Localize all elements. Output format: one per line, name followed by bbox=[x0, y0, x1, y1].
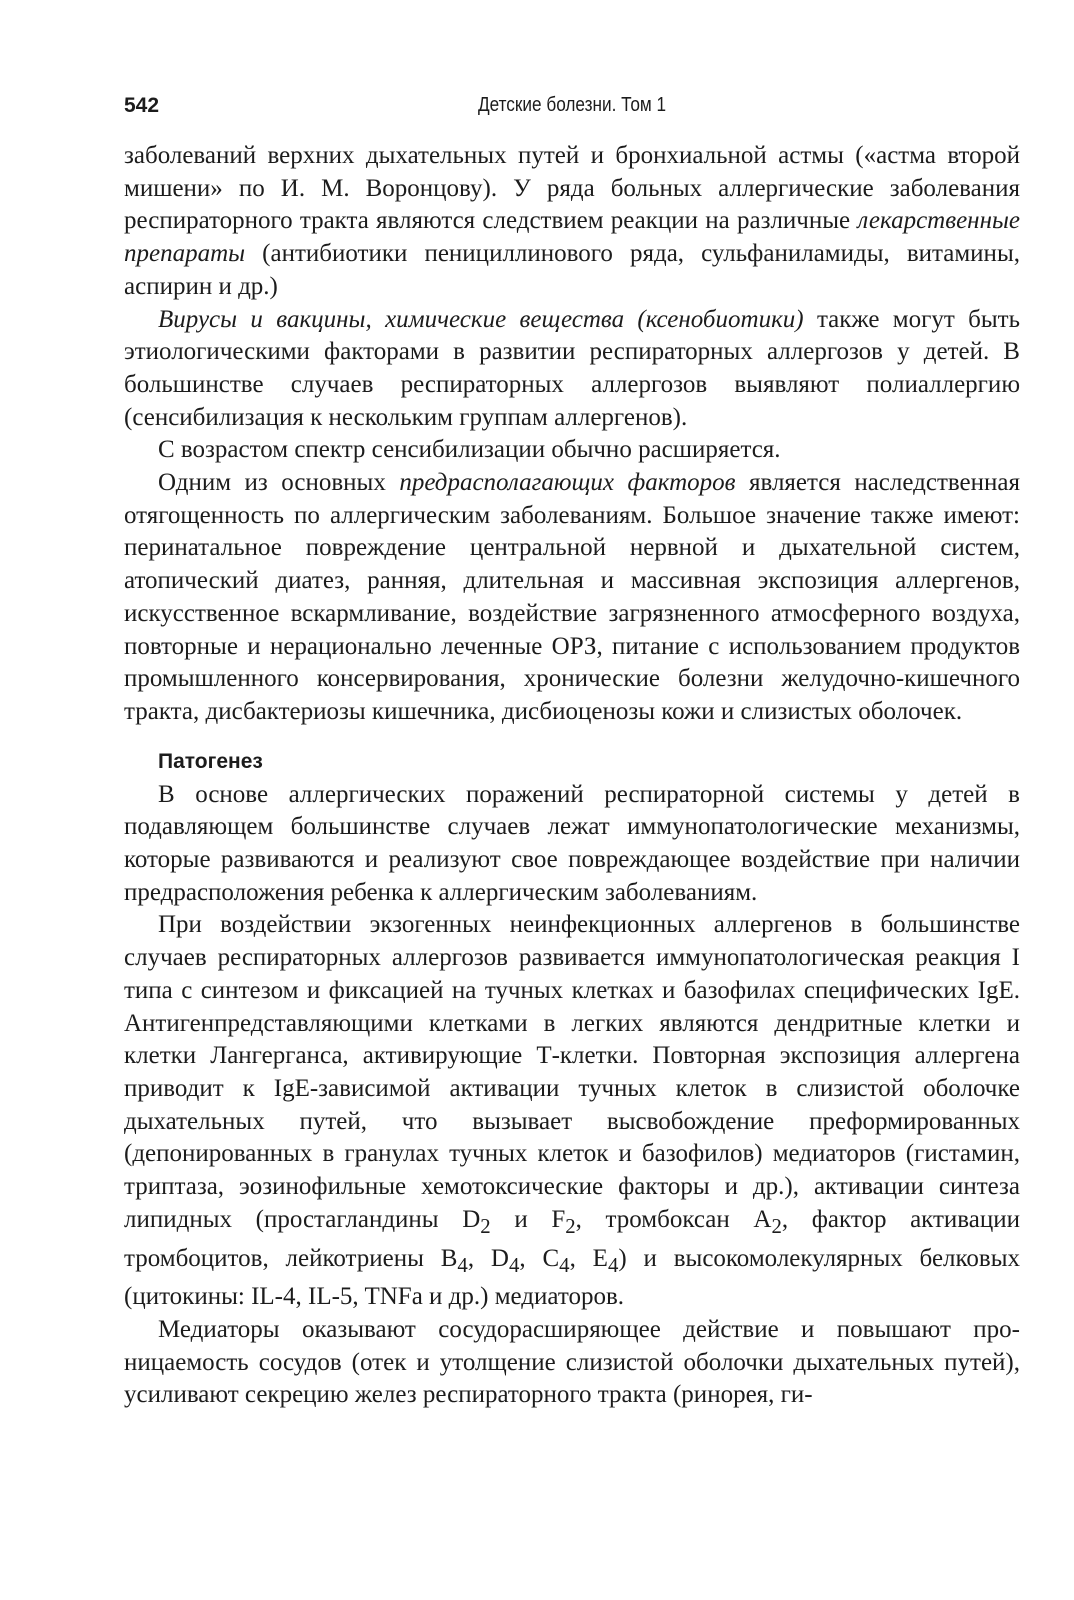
book-title: Детские болезни. Том 1 bbox=[477, 94, 667, 116]
paragraph: Вирусы и вакцины, химические вещества (ксенобиотики) также могут быть этиологическими факторами в развитии респираторных аллергозов у детей. В большинстве случаев респираторных аллергозов выявляют полиаллергию (сенсибилизация к нескольким группам аллергенов). bbox=[124, 305, 1020, 431]
page-number: 542 bbox=[124, 94, 160, 117]
paragraph: заболеваний верхних дыхательных путей и бронхиальной астмы («астма второй мишени» по И. М. Воронцову). У ряда больных аллергические заболевания респираторного тракта являются следствием реакции на различные лекарственные препараты (антибиотики пенициллинового ряда, сульфаниламиды, витамины, аспирин и др.) bbox=[124, 142, 1020, 300]
paragraph: При воздействии экзогенных неинфекционных аллергенов в большинстве случаев респираторных аллергозов развивается иммунопатологическая реакция I типа с синтезом и фиксацией на тучных клетках и базофилах специфических IgE. Антигенпредставляющими клетками в легких являются дендритные клетки и клетки Лангерганса, активирующие Т-клетки. Повторная экспозиция аллергена приводит к IgE-зависимой активации тучных клеток в слизистой оболочке дыхательных путей, что вызывает высвобождение преформированных (депонированных в гранулах тучных клеток и базофилов) медиаторов (гистамин, триптаза, эозинофильные хемотоксические факторы и др.), активации синтеза липидных (простагландины $D_2$ и $F_2$, тромбоксан $A_2$, фактор активации тромбоцитов, лейкотриены $B_4$, $D_4$, $C_4$, $E_4$) и высокомолекулярных белковых (цитокины: IL-4, IL-5, TNFa и др.) медиаторов. bbox=[124, 911, 1021, 1311]
paragraph: С возрастом спектр сенсибилизации обычно расширяется. bbox=[158, 436, 781, 464]
paragraph: Одним из основных предрасполагающих факторов является наследственная отягощенность по аллергическим заболеваниям. Большое значение также имеют: перинатальное повреждение центральной нервной и дыхательной систем, атопический диатез, ранняя, длительная и массивная экспозиция аллергенов, искусственное вскармливание, воздействие загрязненного атмосферного воздуха, повторные и нерационально леченные ОРЗ, питание с использованием продуктов промышленного консервирования, хронические болезни желудочно-кишечного тракта, дисбактериозы кишечника, дисбиоценозы кожи и слизистых оболочек. bbox=[124, 469, 1020, 725]
paragraph: Медиаторы оказывают сосудорасширяющее действие и повышают проницаемость сосудов (отек и утолщение слизистой оболочки дыхательных путей), усиливают секрецию желез респираторного тракта (ринорея, ги- bbox=[124, 1315, 1020, 1409]
section-heading: Патогенез bbox=[158, 749, 263, 773]
running-header bbox=[124, 88, 1020, 122]
body-text bbox=[124, 140, 1020, 1412]
paragraph: В основе аллергических поражений респираторной системы у детей в подавляющем большинстве случаев лежат иммунопатологические механизмы, которые развиваются и реализуют свое повреждающее воздействие при наличии предрасположения ребенка к аллергическим заболеваниям. bbox=[124, 780, 1020, 906]
